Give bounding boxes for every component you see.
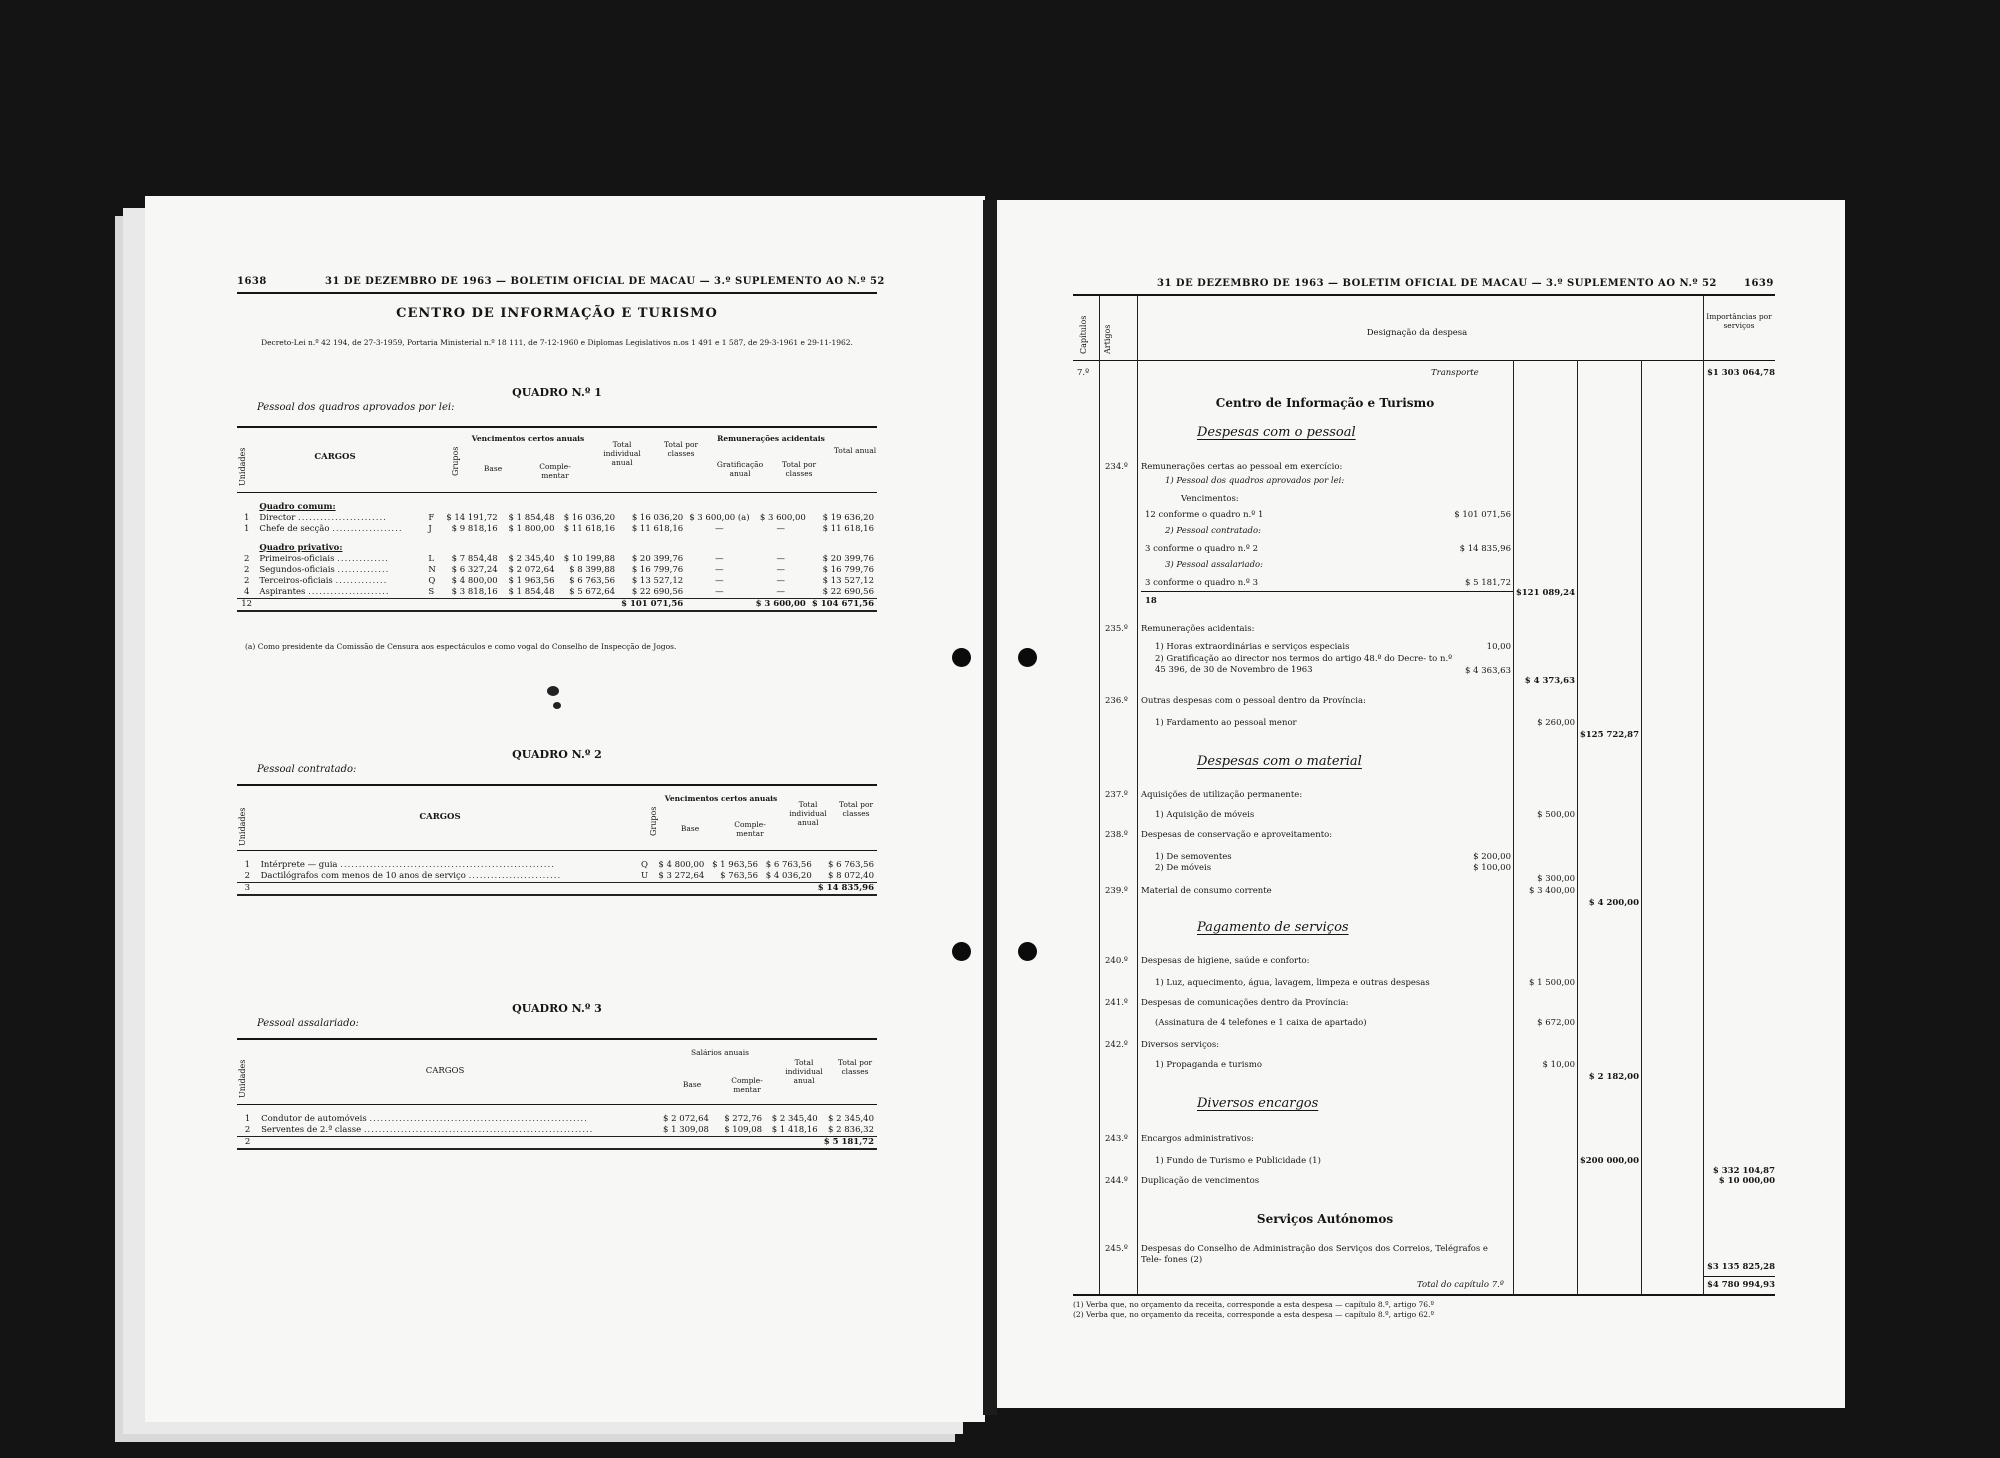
article-number: 242.º bbox=[1105, 1040, 1128, 1050]
table-row: 1 Intérprete — guia .......................................................... Q $ 4 800,00 $ 1 963,56 $ 6 763,56 $ 6 763,56 bbox=[244, 860, 874, 870]
col-importancias: Importâncias por serviços bbox=[1706, 312, 1772, 330]
article-line: (Assinatura de 4 telefones e 1 caixa de apartado) bbox=[1155, 1018, 1367, 1028]
total-value: $4 780 994,93 bbox=[1706, 1280, 1775, 1290]
article-line: 1) Propaganda e turismo bbox=[1155, 1060, 1262, 1070]
col-total-classes-2: Total por classes bbox=[781, 460, 817, 478]
col-unidades: Unidades bbox=[238, 1059, 247, 1098]
total-label: Total do capítulo 7.º bbox=[1417, 1280, 1504, 1290]
article-value: $ 100,00 bbox=[1473, 863, 1511, 873]
article-number: 238.º bbox=[1105, 830, 1128, 840]
table-total-row: 2 $ 5 181,72 bbox=[237, 1137, 877, 1150]
quadro1-table bbox=[237, 502, 877, 612]
article-sum: $125 722,87 bbox=[1579, 730, 1639, 740]
article-value: $ 200,00 bbox=[1473, 852, 1511, 862]
table-total-row: 12 $ 101 071,56 $ 3 600,00 $ 104 671,56 bbox=[237, 599, 877, 612]
table-row: 2 Segundos-oficiais .............. N $ 6 327,24 $ 2 072,64 $ 8 399,88 $ 16 799,76 — — $ 16 799,76 bbox=[243, 565, 874, 575]
article-number: 243.º bbox=[1105, 1134, 1128, 1144]
group-quadro-privativo: Quadro privativo: bbox=[259, 543, 343, 553]
col-unidades: Unidades bbox=[238, 447, 247, 486]
binder-hole bbox=[1018, 648, 1037, 667]
col-vencimentos: Vencimentos certos anuais bbox=[664, 794, 778, 803]
article-line: 1) Luz, aquecimento, água, lavagem, limpeza e outras despesas bbox=[1155, 978, 1430, 988]
col-total-classes: Total por classes bbox=[838, 800, 874, 818]
col-salarios: Salários anuais bbox=[690, 1048, 750, 1057]
col-gratificacao: Gratificação anual bbox=[716, 460, 764, 478]
article-number: 235.º bbox=[1105, 624, 1128, 634]
quadro2-subtitle: Pessoal contratado: bbox=[257, 764, 357, 775]
quadro3-subtitle: Pessoal assalariado: bbox=[257, 1018, 359, 1029]
article-sum: $ 2 182,00 bbox=[1588, 1072, 1639, 1082]
article-value: $ 500,00 bbox=[1537, 810, 1575, 820]
transporte-label: Transporte bbox=[1431, 368, 1479, 378]
article-value: $ 260,00 bbox=[1537, 718, 1575, 728]
table-row: 1 Condutor de automóveis ........................................................... $ 2 072,64 $ 272,76 $ 2 345,40 $ 2 345,40 bbox=[244, 1114, 874, 1124]
col-grupos: Grupos bbox=[649, 806, 658, 836]
quadro1-footnote: (a) Como presidente da Comissão de Censura aos espectáculos e como vogal do Conselho de Inspecção de Jogos. bbox=[245, 642, 677, 651]
article-line: 1) Horas extraordinárias e serviços especiais bbox=[1155, 642, 1350, 652]
col-cargos: CARGOS bbox=[314, 452, 356, 462]
article-number: 239.º bbox=[1105, 886, 1128, 896]
col-cargos: CARGOS bbox=[425, 1066, 465, 1076]
page-number: 1638 bbox=[237, 276, 267, 287]
chapter-number: 7.º bbox=[1077, 368, 1090, 378]
col-grupos: Grupos bbox=[451, 446, 460, 476]
table-row: 2 Terceiros-oficiais .............. Q $ 4 800,00 $ 1 963,56 $ 6 763,56 $ 13 527,12 — — $ 13 527,12 bbox=[243, 576, 874, 586]
col-designacao: Designação da despesa bbox=[1366, 328, 1468, 338]
article-value: $ 5 181,72 bbox=[1465, 578, 1511, 588]
heading-despesas-pessoal: Despesas com o pessoal bbox=[1197, 425, 1356, 440]
table-row: 2 Dactilógrafos com menos de 10 anos de serviço ......................... U $ 3 272,64 $ 763,56 $ 4 036,20 $ 8 072,40 bbox=[244, 871, 874, 881]
article-line: 1) Fardamento ao pessoal menor bbox=[1155, 718, 1297, 728]
binder-hole bbox=[1018, 942, 1037, 961]
col-cargos: CARGOS bbox=[419, 812, 461, 822]
col-total-classes: Total por classes bbox=[663, 440, 699, 458]
article-label: Despesas de comunicações dentro da Província: bbox=[1141, 998, 1349, 1008]
footnote-2: (2) Verba que, no orçamento da receita, corresponde a esta despesa — capítulo 8.º, artigo 62.º bbox=[1073, 1310, 1434, 1319]
col-total-individual: Total individual anual bbox=[785, 1058, 823, 1085]
group-quadro-comum: Quadro comum: bbox=[259, 502, 336, 512]
article-value: $ 4 363,63 bbox=[1465, 666, 1511, 676]
article-line: 1) Aquisição de móveis bbox=[1155, 810, 1255, 820]
article-sum: $ 300,00 bbox=[1537, 874, 1575, 884]
article-value: 10,00 bbox=[1486, 642, 1511, 652]
article-sum: $ 10 000,00 bbox=[1718, 1176, 1775, 1186]
article-value: $ 10,00 bbox=[1542, 1060, 1575, 1070]
article-number: 241.º bbox=[1105, 998, 1128, 1008]
article-line: 2) Gratificação ao director nos termos do artigo 48.º do Decre- to n.º 45 396, de 30 de Novembro de 1963 bbox=[1155, 654, 1453, 675]
transporte-value: $1 303 064,78 bbox=[1706, 368, 1775, 378]
table-row: 1 Chefe de secção ................... J $ 9 818,16 $ 1 800,00 $ 11 618,16 $ 11 618,16 — — $ 11 618,16 bbox=[243, 524, 874, 534]
legal-reference: Decreto-Lei n.º 42 194, de 27-3-1959, Portaria Ministerial n.º 18 111, de 7-12-1960 e Diplomas Legislativos n.os 1 491 e 1 587, de 29-3-1961 e 29-11-1962. bbox=[261, 338, 853, 347]
col-total-classes: Total por classes bbox=[837, 1058, 873, 1076]
table-row: 4 Aspirantes ...................... S $ 3 818,16 $ 1 854,48 $ 5 672,64 $ 22 690,56 — — $ 22 690,56 bbox=[243, 587, 874, 597]
table-row: 2 Serventes de 2.ª classe .............................................................. $ 1 309,08 $ 109,08 $ 1 418,16 $ 2 836,32 bbox=[244, 1125, 874, 1135]
col-capitulos: Capítulos bbox=[1079, 315, 1088, 354]
article-value: $ 101 071,56 bbox=[1454, 510, 1511, 520]
article-label: Duplicação de vencimentos bbox=[1141, 1176, 1260, 1186]
article-line: Vencimentos: bbox=[1181, 494, 1239, 504]
col-complementar: Comple- mentar bbox=[731, 1076, 763, 1094]
quadro2-table bbox=[237, 860, 877, 896]
article-label: Aquisições de utilização permanente: bbox=[1141, 790, 1303, 800]
quadro1-subtitle: Pessoal dos quadros aprovados por lei: bbox=[257, 402, 455, 413]
article-value: $200 000,00 bbox=[1579, 1156, 1639, 1166]
heading-pagamento-servicos: Pagamento de serviços bbox=[1197, 920, 1349, 935]
col-base: Base bbox=[483, 464, 503, 473]
page-number: 1639 bbox=[1744, 278, 1774, 289]
article-number: 244.º bbox=[1105, 1176, 1128, 1186]
article-label: Remunerações certas ao pessoal em exercício: bbox=[1141, 462, 1343, 472]
article-number: 237.º bbox=[1105, 790, 1128, 800]
binder-hole bbox=[952, 942, 971, 961]
col-total-individual: Total individual anual bbox=[603, 440, 641, 467]
article-label: Remunerações acidentais: bbox=[1141, 624, 1255, 634]
col-unidades: Unidades bbox=[238, 807, 247, 846]
article-line: 2) Pessoal contratado: bbox=[1165, 526, 1261, 536]
ink-blot bbox=[547, 686, 559, 696]
col-complementar: Comple- mentar bbox=[539, 462, 571, 480]
col-remuneracoes: Remunerações acidentais bbox=[717, 434, 825, 443]
section-title: Centro de Informação e Turismo bbox=[1215, 396, 1435, 410]
table-total-row: 3 $ 14 835,96 bbox=[237, 883, 877, 896]
article-number: 236.º bbox=[1105, 696, 1128, 706]
quadro3-table bbox=[237, 1114, 877, 1150]
col-complementar: Comple- mentar bbox=[734, 820, 766, 838]
article-sum: $ 332 104,87 bbox=[1712, 1166, 1775, 1176]
article-number: 234.º bbox=[1105, 462, 1128, 472]
ink-blot bbox=[553, 702, 561, 709]
heading-diversos-encargos: Diversos encargos bbox=[1197, 1096, 1319, 1111]
footnote-1: (1) Verba que, no orçamento da receita, corresponde a esta despesa — capítulo 8.º, artigo 76.º bbox=[1073, 1300, 1434, 1309]
binder-hole bbox=[952, 648, 971, 667]
article-label: Material de consumo corrente bbox=[1141, 886, 1272, 896]
col-base: Base bbox=[680, 824, 700, 833]
article-line: 3) Pessoal assalariado: bbox=[1165, 560, 1264, 570]
article-line: 1) Pessoal dos quadros aprovados por lei: bbox=[1165, 476, 1345, 486]
article-label: Despesas de higiene, saúde e conforto: bbox=[1141, 956, 1310, 966]
col-total-anual: Total anual bbox=[833, 446, 877, 455]
article-number: 240.º bbox=[1105, 956, 1128, 966]
article-sum: $ 4 200,00 bbox=[1588, 898, 1639, 908]
article-sum: $121 089,24 bbox=[1515, 588, 1575, 598]
article-number: 245.º bbox=[1105, 1244, 1128, 1254]
article-line: 1) Fundo de Turismo e Publicidade (1) bbox=[1155, 1156, 1321, 1166]
right-page bbox=[997, 200, 1845, 1408]
article-line: 3 conforme o quadro n.º 3 bbox=[1145, 578, 1258, 588]
article-count: 18 bbox=[1145, 596, 1157, 606]
article-label: Despesas do Conselho de Administração dos Serviços dos Correios, Telégrafos e Tele- fones (2) bbox=[1141, 1244, 1488, 1265]
col-total-individual: Total individual anual bbox=[789, 800, 827, 827]
col-base: Base bbox=[682, 1080, 702, 1089]
article-line: 2) De móveis bbox=[1155, 863, 1212, 873]
quadro3-title: QUADRO N.º 3 bbox=[512, 1002, 602, 1015]
article-label: Diversos serviços: bbox=[1141, 1040, 1220, 1050]
table-row: 1 Director ........................ F $ 14 191,72 $ 1 854,48 $ 16 036,20 $ 16 036,20 $ 3 600,00 (a) $ 3 600,00 $ 19 636,20 bbox=[243, 513, 874, 523]
article-label: Despesas de conservação e aproveitamento: bbox=[1141, 830, 1333, 840]
heading-servicos-autonomos: Serviços Autónomos bbox=[1256, 1212, 1394, 1226]
quadro1-title: QUADRO N.º 1 bbox=[512, 386, 602, 399]
article-label: Encargos administrativos: bbox=[1141, 1134, 1254, 1144]
book-spine bbox=[983, 200, 997, 1415]
page-title: CENTRO DE INFORMAÇÃO E TURISMO bbox=[396, 306, 718, 321]
article-line: 1) De semoventes bbox=[1155, 852, 1232, 862]
article-value: $ 3 400,00 bbox=[1529, 886, 1575, 896]
quadro2-title: QUADRO N.º 2 bbox=[512, 748, 602, 761]
heading-despesas-material: Despesas com o material bbox=[1197, 754, 1362, 769]
running-head: 31 DE DEZEMBRO DE 1963 — BOLETIM OFICIAL DE MACAU — 3.º SUPLEMENTO AO N.º 52 bbox=[1157, 278, 1717, 289]
article-line: 12 conforme o quadro n.º 1 bbox=[1145, 510, 1264, 520]
article-value: $ 672,00 bbox=[1537, 1018, 1575, 1028]
article-value: $3 135 825,28 bbox=[1706, 1262, 1775, 1272]
running-head: 31 DE DEZEMBRO DE 1963 — BOLETIM OFICIAL DE MACAU — 3.º SUPLEMENTO AO N.º 52 bbox=[325, 276, 885, 287]
article-value: $ 1 500,00 bbox=[1529, 978, 1575, 988]
col-artigos: Artigos bbox=[1103, 324, 1112, 354]
article-line: 3 conforme o quadro n.º 2 bbox=[1145, 544, 1258, 554]
col-vencimentos: Vencimentos certos anuais bbox=[471, 434, 585, 443]
article-value: $ 14 835,96 bbox=[1459, 544, 1511, 554]
left-page bbox=[145, 196, 985, 1422]
table-row: 2 Primeiros-oficiais .............. L $ 7 854,48 $ 2 345,40 $ 10 199,88 $ 20 399,76 — — $ 20 399,76 bbox=[243, 554, 874, 564]
article-sum: $ 4 373,63 bbox=[1524, 676, 1575, 686]
article-label: Outras despesas com o pessoal dentro da Província: bbox=[1141, 696, 1366, 706]
